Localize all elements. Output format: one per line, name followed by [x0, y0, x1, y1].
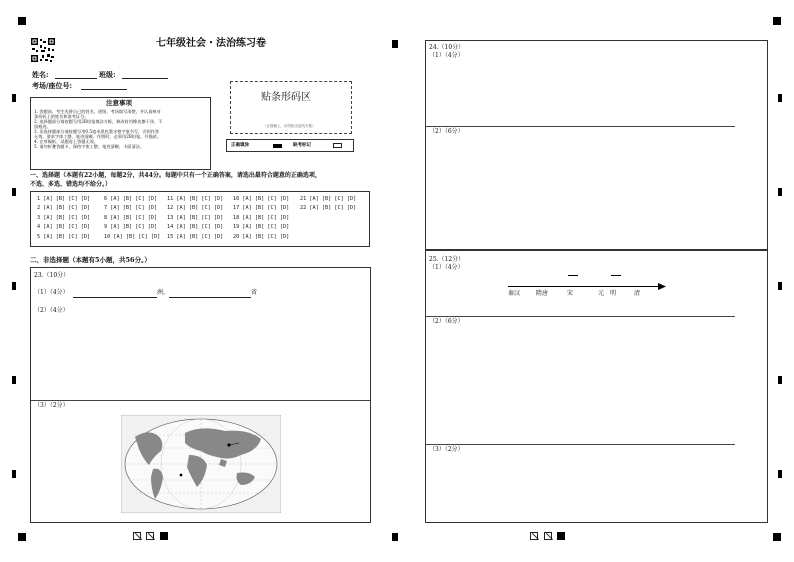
q23-divider: [31, 400, 370, 401]
choice-item[interactable]: 8 [A] [B] [C] [D]: [104, 214, 158, 221]
timeline-label: 秦汉: [508, 290, 521, 297]
q23-part1-label: （1）（4分）: [34, 289, 69, 296]
q25-divider-2: [426, 444, 735, 445]
choice-col-3: [167, 196, 223, 243]
choice-item[interactable]: 20 [A] [B] [C] [D]: [233, 233, 290, 240]
name-field[interactable]: [55, 77, 97, 79]
timeline: [508, 275, 668, 305]
side-tick: [778, 282, 782, 290]
section2-heading: 二、非选择题（本题有5小题，共56分。）: [30, 256, 151, 264]
choice-answer-box: [30, 191, 370, 247]
notes-line: 4. 在草稿纸、试题卷上答题无效。: [34, 139, 98, 145]
page-check-mark: [133, 532, 141, 540]
name-label: 姓名:: [32, 70, 49, 79]
choice-item[interactable]: 6 [A] [B] [C] [D]: [104, 196, 158, 202]
q25-part3-label: （3）（2分）: [429, 446, 464, 453]
corner-mark-top-right: [773, 17, 781, 25]
q25-divider-1: [426, 316, 735, 317]
exam-seat-label: 考场/座位号:: [32, 81, 73, 90]
corner-mark-bottom-right: [773, 533, 781, 541]
side-tick: [778, 94, 782, 102]
side-tick: [12, 188, 16, 196]
q23-part2-label: （2）（4分）: [34, 307, 69, 314]
world-map-image: [121, 415, 281, 513]
notes-line: 5. 请勿折叠答题卡，保持字体工整、笔迹清晰、卡面清洁。: [34, 144, 145, 150]
notes-line: 条形码上的姓名和准考证号。: [34, 114, 89, 120]
q23-part1-blank2[interactable]: [169, 296, 251, 298]
choice-item[interactable]: 10 [A] [B] [C] [D]: [104, 233, 161, 240]
timeline-label: 宋: [567, 290, 574, 297]
q24-divider: [426, 126, 735, 127]
q23-title: 23.（10分）: [34, 272, 70, 279]
notes-box: [30, 97, 211, 170]
absent-label: 缺考标记: [293, 143, 311, 148]
side-tick: [778, 376, 782, 384]
corner-mark-mid-left: [392, 40, 398, 48]
notes-lines: [34, 109, 208, 149]
choice-item[interactable]: 4 [A] [B] [C] [D]: [37, 224, 91, 231]
page-check-mark: [530, 532, 538, 540]
q23-part1-end: 省: [251, 289, 258, 296]
timeline-label: 元: [598, 290, 605, 297]
q25-title: 25.（12分）: [429, 256, 465, 263]
exam-seat-field[interactable]: [81, 88, 127, 90]
class-field[interactable]: [122, 77, 168, 79]
choice-item[interactable]: 14 [A] [B] [C] [D]: [167, 224, 224, 231]
notes-line: 无效。要求字体工整、笔迹清晰。作图时，必须用2B铅笔，并描浓。: [34, 134, 162, 140]
q24-title: 24.（10分）: [429, 44, 465, 51]
page-block-mark: [557, 532, 565, 540]
choice-item[interactable]: 17 [A] [B] [C] [D]: [233, 205, 290, 212]
page-check-mark: [544, 532, 552, 540]
q25-part2-label: （2）（6分）: [429, 318, 464, 325]
notes-line: 3. 非选择题部分请按题号用0.5毫米黑色墨水签字笔书写，否则作答: [34, 129, 160, 135]
timeline-axis: [508, 286, 660, 287]
corner-mark-top-left: [18, 17, 26, 25]
timeline-blank[interactable]: [611, 275, 621, 276]
section1-heading-line1: 一、选择题（本题有22小题，每题2分，共44分。每题中只有一个正确答案，请选出最符合题意的正确选项，: [30, 172, 321, 179]
choice-item[interactable]: 9 [A] [B] [C] [D]: [104, 224, 158, 231]
choice-item[interactable]: 18 [A] [B] [C] [D]: [233, 214, 290, 221]
notes-line: 1. 答题前，考生先将自己的姓名、班级、考场填写清楚，并认真核对: [34, 109, 161, 114]
side-tick: [12, 470, 16, 478]
corner-mark-bottom-left: [18, 533, 26, 541]
timeline-label: 明: [610, 290, 617, 297]
choice-item[interactable]: 16 [A] [B] [C] [D]: [233, 196, 290, 202]
q24-answer-box: [425, 40, 768, 250]
q25-answer-box: [425, 250, 768, 523]
notes-line: 2. 选择题部分请按题号用2B铅笔填涂方框，修改时用橡皮擦干净，不: [34, 119, 163, 125]
choice-col-2: [104, 196, 160, 243]
timeline-label: 隋唐: [536, 290, 549, 297]
q23-part1-separator: 洲，: [157, 289, 170, 296]
choice-item[interactable]: 12 [A] [B] [C] [D]: [167, 205, 224, 212]
choice-item[interactable]: 22 [A] [B] [C] [D]: [300, 205, 357, 212]
correct-fill-sample: [273, 144, 282, 148]
side-tick: [12, 94, 16, 102]
barcode-area: [230, 81, 352, 134]
q23-part1-blank1[interactable]: [73, 296, 157, 298]
notes-line: 留痕迹。: [34, 124, 51, 130]
q25-part1-label: （1）（4分）: [429, 264, 464, 271]
choice-item[interactable]: 1 [A] [B] [C] [D]: [37, 196, 91, 202]
correct-fill-label: 正确填涂: [231, 143, 249, 148]
corner-mark-mid-left-bottom: [392, 533, 398, 541]
exam-title: 七年级社会・法治练习卷: [156, 38, 266, 49]
choice-item[interactable]: 5 [A] [B] [C] [D]: [37, 233, 91, 240]
choice-item[interactable]: 2 [A] [B] [C] [D]: [37, 205, 91, 212]
fill-legend-box: [226, 139, 354, 152]
timeline-blank[interactable]: [568, 275, 578, 276]
q23-part3-label: （3）（2分）: [34, 402, 69, 409]
absent-checkbox[interactable]: [333, 143, 342, 148]
q24-part2-label: （2）（6分）: [429, 128, 464, 135]
choice-item[interactable]: 13 [A] [B] [C] [D]: [167, 214, 224, 221]
page-block-mark: [160, 532, 168, 540]
choice-item[interactable]: 11 [A] [B] [C] [D]: [167, 196, 224, 202]
notes-title: 注意事项: [106, 99, 132, 107]
side-tick: [12, 376, 16, 384]
barcode-note: （正面朝上，切勿贴出虚线方框）: [263, 124, 316, 128]
choice-item[interactable]: 7 [A] [B] [C] [D]: [104, 205, 158, 212]
choice-item[interactable]: 19 [A] [B] [C] [D]: [233, 224, 290, 231]
barcode-label: 贴条形码区: [261, 92, 311, 103]
choice-col-5: [300, 196, 356, 215]
side-tick: [12, 282, 16, 290]
side-tick: [778, 188, 782, 196]
class-label: 班级:: [99, 70, 116, 79]
choice-col-4: [233, 196, 289, 243]
choice-item[interactable]: 3 [A] [B] [C] [D]: [37, 214, 91, 221]
q23-answer-box: [30, 267, 371, 523]
choice-col-1: [37, 196, 90, 243]
timeline-arrow-icon: [658, 283, 666, 290]
timeline-label: 清: [634, 290, 641, 297]
page-check-mark: [146, 532, 154, 540]
choice-item[interactable]: 21 [A] [B] [C] [D]: [300, 196, 357, 202]
qr-code-icon: [30, 37, 56, 63]
section1-heading-line2: 不选、多选、错选均不给分。）: [30, 181, 112, 188]
choice-item[interactable]: 15 [A] [B] [C] [D]: [167, 233, 224, 240]
side-tick: [778, 470, 782, 478]
q24-part1-label: （1）（4分）: [429, 52, 464, 59]
